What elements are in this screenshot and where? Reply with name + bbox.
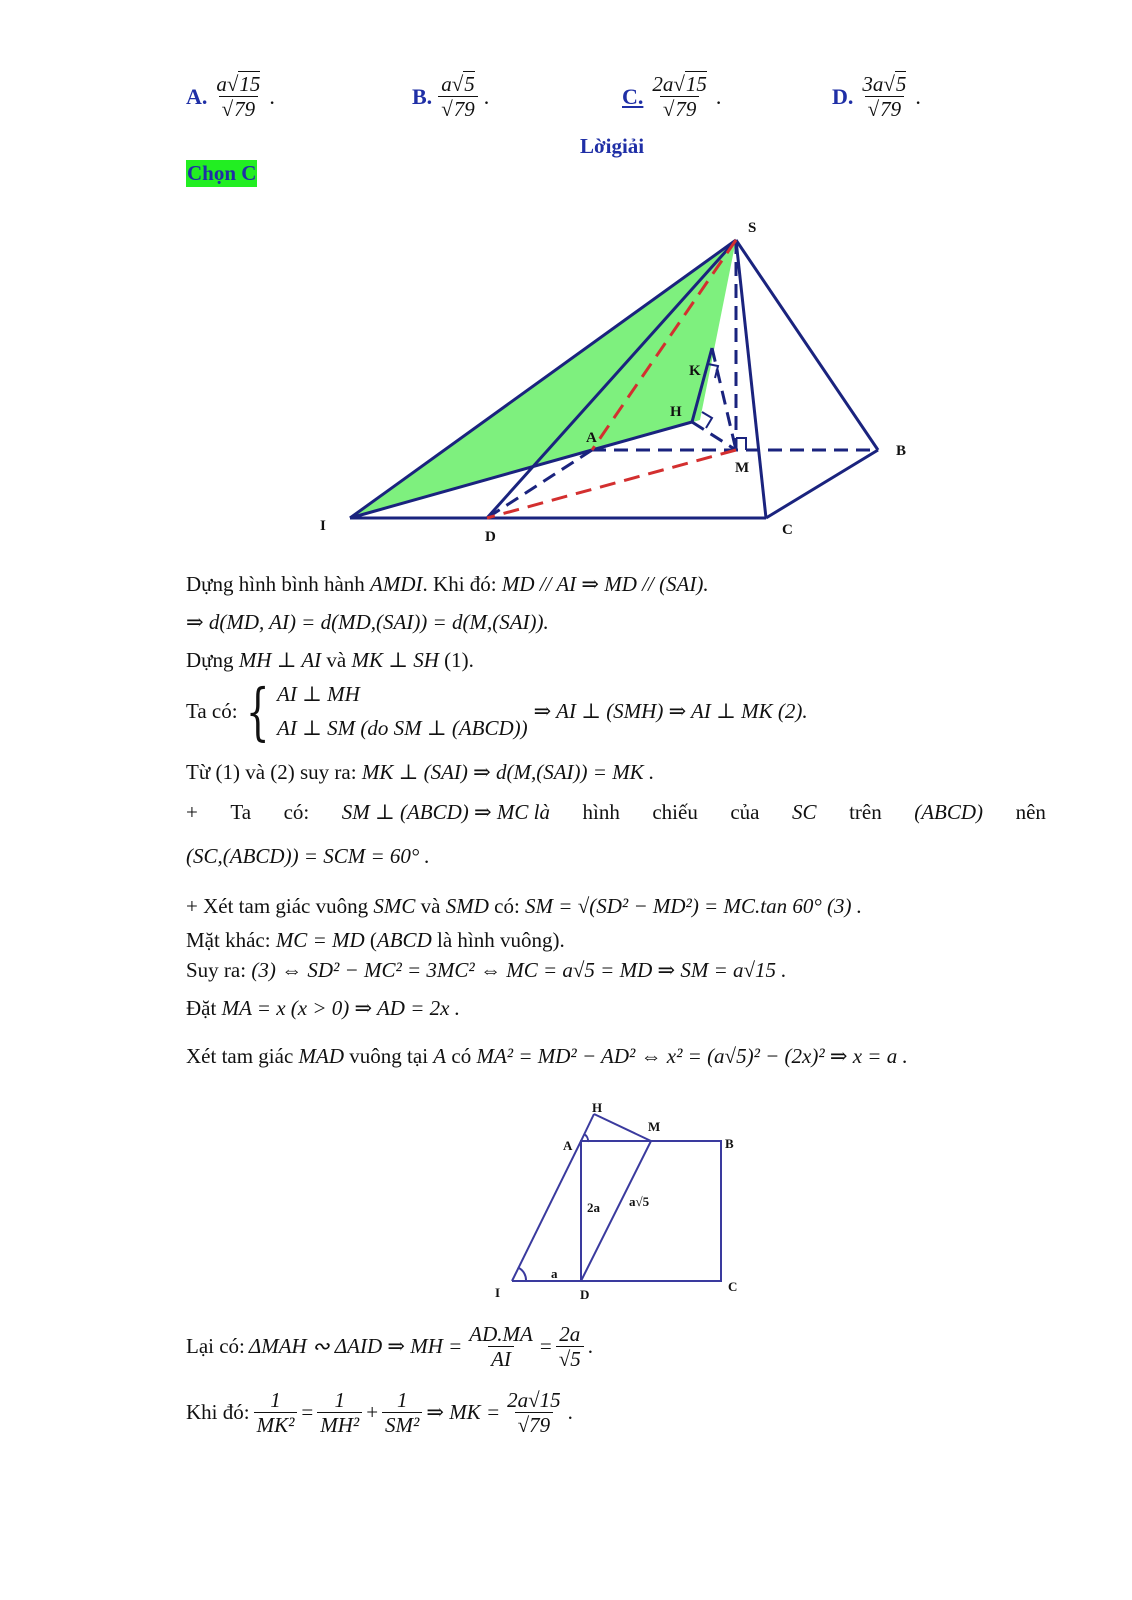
point-i: I bbox=[320, 518, 326, 534]
solution-title: Lờigiải bbox=[580, 134, 645, 158]
square-abcd bbox=[581, 1141, 721, 1281]
line-11: Đặt MA = x (x > 0) ⇒ AD = 2x . bbox=[186, 996, 460, 1020]
point-d: D bbox=[485, 529, 496, 545]
point-c: C bbox=[782, 522, 793, 538]
edge-ia bbox=[512, 1141, 581, 1281]
edge-km bbox=[712, 348, 736, 450]
line-9: Mặt khác: MC = MD (ABCD là hình vuông). bbox=[186, 928, 565, 952]
line-12: Xét tam giác MAD vuông tại A có MA² = MD² − AD² ⇔ x² = (a√5)² − (2x)² ⇒ x = a . bbox=[186, 1044, 908, 1068]
edge-bc bbox=[766, 450, 878, 518]
point-c: C bbox=[728, 1279, 738, 1294]
choice-b[interactable]: B. $\frac{a√5}{√79}$ . bbox=[412, 72, 490, 122]
point-h: H bbox=[592, 1100, 603, 1115]
angle-i bbox=[519, 1268, 526, 1281]
edge-sc bbox=[736, 240, 766, 518]
choice-d[interactable]: D. $\frac{3a√5}{√79}$ . bbox=[832, 72, 921, 122]
fraction-sm2: $\frac{1}{\text{SM²}}$ bbox=[382, 1388, 422, 1437]
choice-label: C. bbox=[622, 83, 644, 109]
choice-c[interactable]: C. $\frac{2a√15}{√79}$ . bbox=[622, 72, 722, 122]
point-k: K bbox=[689, 363, 701, 379]
fraction-mh-result: $\frac{2a}{√5}$ bbox=[556, 1322, 584, 1371]
point-s: S bbox=[748, 220, 757, 236]
line-1: Dựng hình bình hành AMDI. Khi đó: MD // AI ⇒ MD // (SAI). bbox=[186, 572, 709, 596]
choice-a[interactable]: A. $\frac{a√15}{√79}$ . bbox=[186, 72, 275, 122]
line-8: + Xét tam giác vuông SMC và SMD có: SM = √(SD² − MD²) = MC.tan 60° (3) . bbox=[186, 894, 862, 918]
answer-label: Chọn C bbox=[187, 161, 257, 185]
label-id: a bbox=[551, 1266, 558, 1281]
point-m: M bbox=[648, 1119, 661, 1134]
point-b: B bbox=[725, 1136, 734, 1151]
edge-sb bbox=[736, 240, 878, 450]
line-5: Từ (1) và (2) suy ra: MK ⊥ (SAI) ⇒ d(M,(SAI)) = MK . bbox=[186, 760, 655, 784]
point-m: M bbox=[735, 460, 750, 476]
choice-value: $\frac{a√15}{√79}$ bbox=[216, 72, 261, 122]
choice-label: A. bbox=[186, 83, 208, 109]
line-3: Dựng MH ⊥ AI và MK ⊥ SH (1). bbox=[186, 648, 474, 672]
point-d: D bbox=[580, 1287, 590, 1302]
point-b: B bbox=[896, 443, 907, 459]
label-ad: 2a bbox=[587, 1200, 600, 1215]
line-6: + Ta có: SM ⊥ (ABCD) ⇒ MC là hình chiếu của SC trên (ABCD) nên bbox=[186, 800, 1046, 824]
line-13: Lại có: ΔMAH ∾ ΔAID ⇒ MH = $\frac{AD.MA}{AI}$ = $\frac{2a}{√5}$ . bbox=[186, 1322, 593, 1372]
square-figure bbox=[490, 1095, 750, 1310]
line-10: Suy ra: (3) ⇔ SD² − MC² = 3MC² ⇔ MC = a√5 = MD ⇒ SM = a√15 . bbox=[186, 958, 787, 982]
line-14: Khi đó: $\frac{1}{\text{MK²}}$ = $\frac{1}{\text{MH²}}$ + $\frac{1}{\text{SM²}}$ ⇒ MK = $\frac{2a√15}{√79}$ . bbox=[186, 1388, 573, 1438]
fraction-mh: $\frac{AD.MA}{AI}$ bbox=[469, 1322, 533, 1372]
point-a: A bbox=[586, 430, 597, 446]
point-a: A bbox=[563, 1138, 573, 1153]
edge-hm bbox=[594, 1114, 651, 1141]
point-h: H bbox=[670, 404, 682, 420]
label-md: a√5 bbox=[629, 1194, 650, 1209]
fraction-result: $\frac{2a√15}{√79}$ bbox=[507, 1388, 561, 1438]
edge-hm bbox=[692, 422, 736, 450]
choice-value: $\frac{a√5}{√79}$ bbox=[438, 72, 478, 121]
line-7: (SC,(ABCD)) = SCM = 60° . bbox=[186, 844, 430, 868]
choice-label: B. bbox=[412, 83, 433, 109]
line-4: Ta có: { AI ⊥ MH AI ⊥ SM (do SM ⊥ (ABCD)) ⇒ AI ⊥ (SMH) ⇒ AI ⊥ MK (2). bbox=[186, 674, 808, 748]
point-i: I bbox=[495, 1285, 501, 1300]
fraction-mk: $\frac{1}{\text{MK²}}$ bbox=[254, 1388, 298, 1437]
pyramid-figure bbox=[300, 210, 940, 555]
choice-value: $\frac{2a√15}{√79}$ bbox=[652, 72, 707, 122]
fraction-mh2: $\frac{1}{\text{MH²}}$ bbox=[317, 1388, 362, 1437]
choice-value: $\frac{3a√5}{√79}$ bbox=[862, 72, 907, 122]
right-angle-h bbox=[702, 412, 712, 428]
choice-label: D. bbox=[832, 83, 854, 109]
line-2: ⇒ d(MD, AI) = d(MD,(SAI)) = d(M,(SAI)). bbox=[186, 610, 549, 634]
